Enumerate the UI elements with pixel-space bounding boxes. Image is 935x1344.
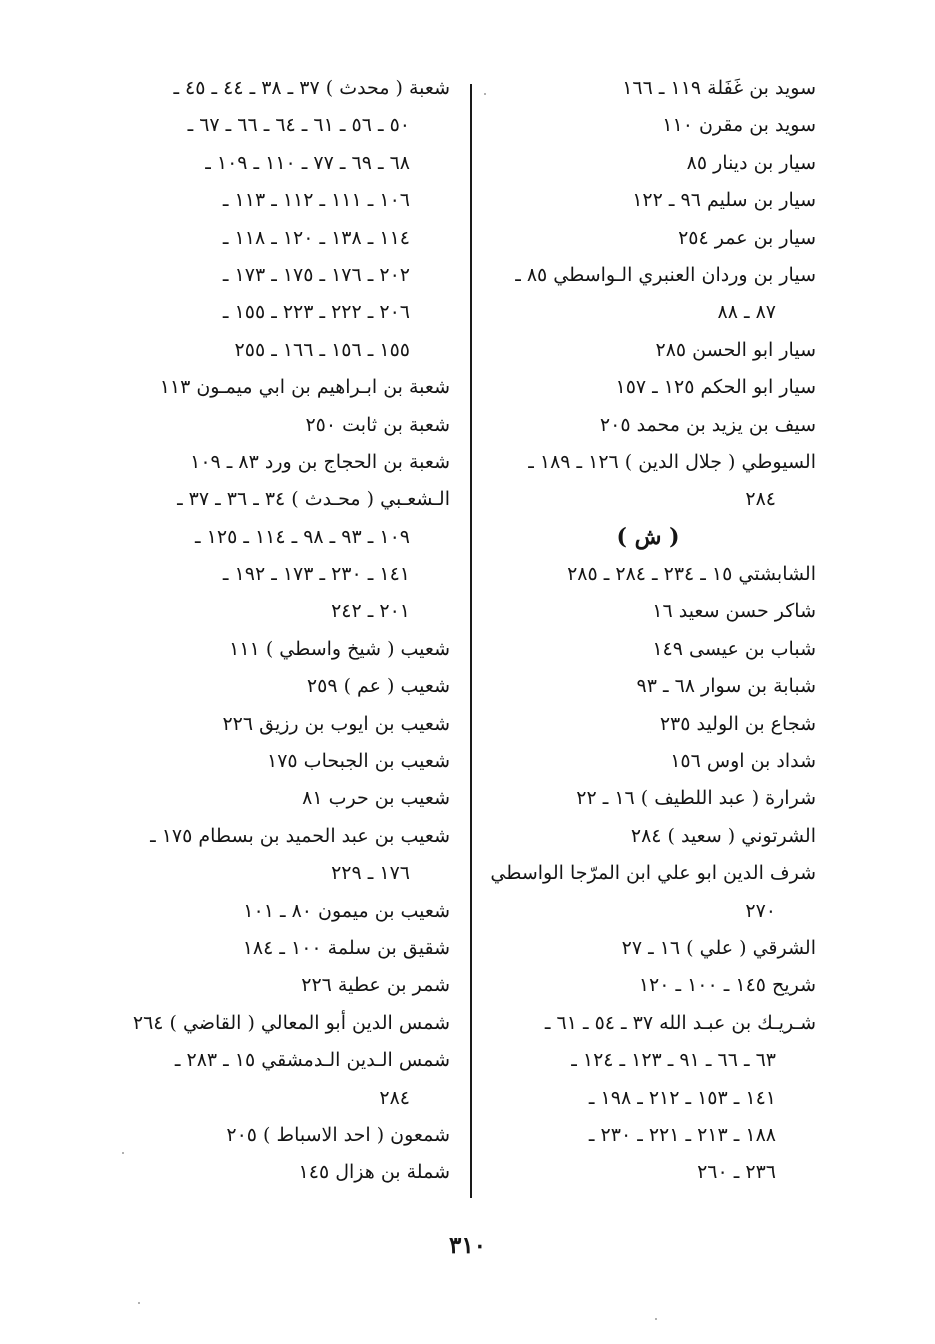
index-entry-continuation: ٢٠١ ـ ٢٤٢: [331, 600, 410, 623]
index-entry: سويد بن مقرن ١١٠: [662, 114, 816, 137]
index-entry: شجاع بن الوليد ٢٣٥: [659, 712, 816, 735]
index-entry: شعيب بن ميمون ٨٠ ـ ١٠١: [243, 899, 450, 922]
index-entry-continuation: ٢٧٠: [745, 899, 776, 922]
index-entry-continuation: ١٧٦ ـ ٢٢٩: [331, 862, 410, 885]
index-entry: شمس الدين أبو المعالي ( القاضي ) ٢٦٤: [132, 1011, 450, 1034]
index-entry: شعبة ( محدث ) ٣٧ ـ ٣٨ ـ ٤٤ ـ ٤٥ ـ: [173, 77, 450, 99]
index-entry: السيوطي ( جلال الدين ) ١٢٦ ـ ١٨٩ ـ: [528, 450, 816, 473]
index-entry: شملة بن هزال ١٤٥: [298, 1161, 450, 1184]
index-entry-continuation: ١٠٩ ـ ٩٣ ـ ٩٨ ـ ١١٤ ـ ١٢٥ ـ: [195, 525, 410, 548]
index-entry: شعيب بن ايوب بن رزيق ٢٢٦: [222, 712, 450, 735]
index-entry: شمر بن عطية ٢٢٦: [301, 974, 450, 997]
print-speck: [484, 93, 486, 95]
index-entry: شاكر حسن سعيد ١٦: [652, 600, 816, 623]
print-speck: [122, 1152, 124, 1154]
index-entry: شقيق بن سلمة ١٠٠ ـ ١٨٤: [242, 936, 450, 959]
index-entry-continuation: ٢٨٤: [745, 488, 776, 511]
index-entry-continuation: ٥٠ ـ ٥٦ ـ ٦١ ـ ٦٤ ـ ٦٦ ـ ٦٧ ـ: [187, 114, 410, 137]
print-speck: [138, 1302, 140, 1304]
index-entry: سويد بن غَفَلة ١١٩ ـ ١٦٦: [622, 77, 816, 99]
index-entry-continuation: ٢٣٦ ـ ٢٦٠: [697, 1161, 776, 1184]
index-entry: شرف الدين ابو علي ابن المرّجا الواسطي: [490, 862, 816, 885]
index-entry-continuation: ١٤١ ـ ١٥٣ ـ ٢١٢ ـ ١٩٨ ـ: [588, 1086, 776, 1109]
index-entry: سيار ابو الحسن ٢٨٥: [655, 338, 816, 361]
index-entry-continuation: ٢٠٢ ـ ١٧٦ ـ ١٧٥ ـ ١٧٣ ـ: [222, 263, 410, 286]
index-entry: شمس الـدين الـدمشقي ١٥ ـ ٢٨٣ ـ: [174, 1049, 450, 1072]
index-entry: شعبة بن الحجاج بن ورد ٨٣ ـ ١٠٩: [190, 450, 450, 473]
index-entry-continuation: ١٤١ ـ ٢٣٠ ـ ١٧٣ ـ ١٩٢ ـ: [222, 563, 410, 586]
index-entry-continuation: ١٠٦ ـ ١١١ ـ ١١٢ ـ ١١٣ ـ: [222, 189, 410, 212]
index-column-left: [110, 70, 450, 1192]
index-entry-continuation: ٦٣ ـ ٦٦ ـ ٩١ ـ ١٢٣ ـ ١٢٤ ـ: [571, 1049, 776, 1072]
index-entry: سيار بن عمر ٢٥٤: [678, 226, 816, 249]
index-entry: سيار بن سليم ٩٦ ـ ١٢٢: [632, 189, 816, 212]
index-entry: سيار بن وردان العنبري الـواسطي ٨٥ ـ: [515, 263, 816, 286]
index-entry: شعيب ( عم ) ٢٥٩: [306, 675, 450, 698]
index-entry: الشرقي ( علي ) ١٦ ـ ٢٧: [621, 936, 816, 959]
index-entry: شعيب بن عبد الحميد بن بسطام ١٧٥ ـ: [150, 824, 450, 847]
index-entry: شعيب بن الجبحاب ١٧٥: [267, 750, 450, 773]
index-entry: شرارة ( عبد اللطيف ) ١٦ ـ ٢٢: [576, 787, 816, 810]
index-entry: شمعون ( احد الاسباط ) ٢٠٥: [226, 1123, 450, 1146]
index-entry: الـشعـبي ( محـدث ) ٣٤ ـ ٣٦ ـ ٣٧ ـ: [177, 488, 450, 511]
index-entry-continuation: ١١٤ ـ ١٣٨ ـ ١٢٠ ـ ١١٨ ـ: [222, 226, 410, 249]
index-entry-continuation: ١٨٨ ـ ٢١٣ ـ ٢٢١ ـ ٢٣٠ ـ: [588, 1123, 776, 1146]
index-entry: سيف بن يزيد بن محمد ٢٠٥: [599, 413, 816, 436]
index-entry-continuation: ٢٨٤: [379, 1086, 410, 1109]
column-divider: [470, 84, 472, 1198]
print-speck: [655, 1318, 657, 1320]
index-entry: شعيب بن حرب ٨١: [302, 787, 450, 810]
page-number: ٣١٠: [448, 1232, 487, 1259]
index-entry: شعبة بن ثابت ٢٥٠: [305, 413, 450, 436]
index-entry: شداد بن اوس ١٥٦: [670, 750, 816, 773]
index-entry-continuation: ٨٧ ـ ٨٨: [717, 301, 776, 324]
index-entry: شبابة بن سوار ٦٨ ـ ٩٣: [636, 675, 816, 698]
index-entry: شـريـك بن عبـد الله ٣٧ ـ ٥٤ ـ ٦١ ـ: [544, 1011, 816, 1034]
index-entry: شريح ١٤٥ ـ ١٠٠ ـ ١٢٠: [638, 974, 816, 997]
index-column-right: [480, 70, 816, 1192]
index-entry: الشرتوني ( سعيد ) ٢٨٤: [630, 824, 816, 847]
index-entry-continuation: ١٥٥ ـ ١٥٦ ـ ١٦٦ ـ ٢٥٥: [234, 338, 410, 361]
index-entry: شعيب ( شيخ واسطي ) ١١١: [229, 637, 450, 660]
index-entry: شباب بن عيسى ١٤٩: [652, 637, 816, 660]
index-entry-continuation: ٢٠٦ ـ ٢٢٢ ـ ٢٢٣ ـ ١٥٥ ـ: [222, 301, 410, 324]
index-entry-continuation: ٦٨ ـ ٦٩ ـ ٧٧ ـ ١١٠ ـ ١٠٩ ـ: [205, 151, 410, 174]
index-entry: شعبة بن ابـراهيم بن ابي ميمـون ١١٣: [159, 376, 450, 399]
index-entry: سيار بن دينار ٨٥: [686, 151, 816, 174]
index-entry: الشابشتي ١٥ ـ ٢٣٤ ـ ٢٨٤ ـ ٢٨٥: [567, 563, 816, 586]
index-entry: سيار ابو الحكم ١٢٥ ـ ١٥٧: [615, 376, 816, 399]
section-heading: ( ش ): [616, 523, 680, 550]
